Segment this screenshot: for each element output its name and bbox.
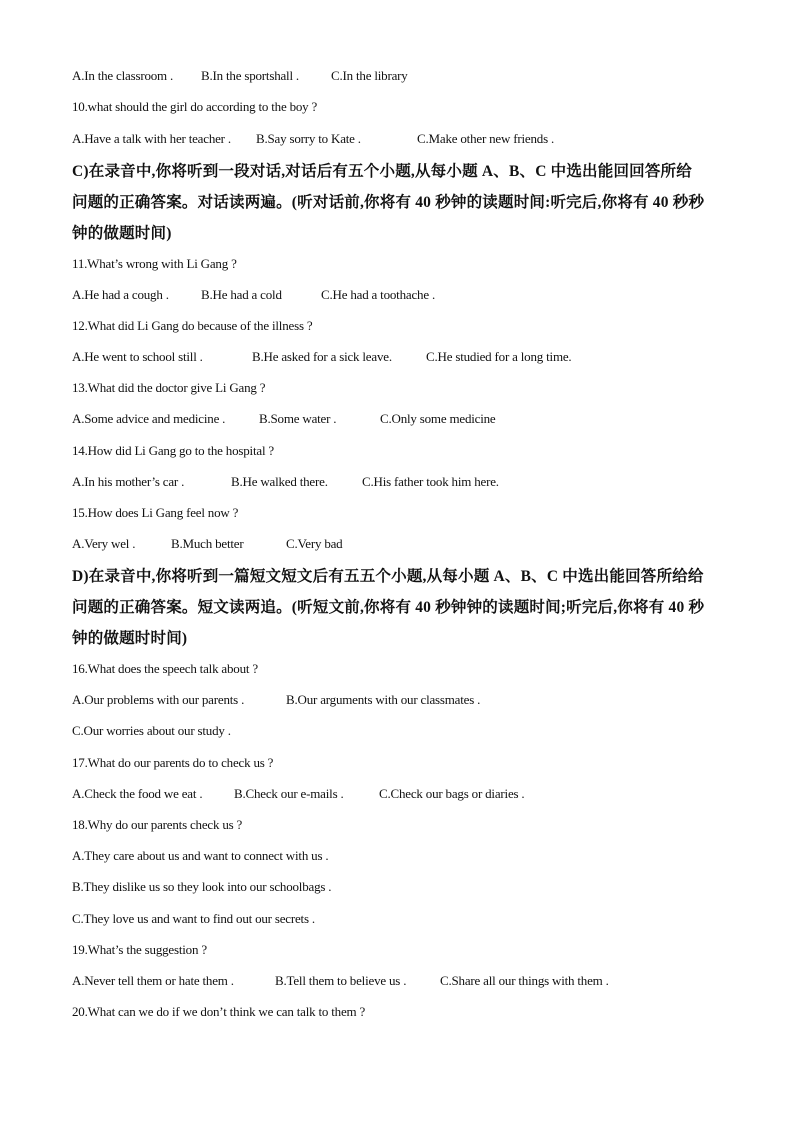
q12-option-c: C.He studied for a long time.	[426, 349, 572, 364]
q19-option-c: C.Share all our things with them .	[440, 973, 609, 988]
section-c-line: C)在录音中,你将听到一段对话,对话后有五个小题,从每小题 A、B、C 中选出能回回答所给	[72, 163, 692, 180]
q11-option-a: A.He had a cough .	[72, 287, 169, 302]
q16-option-c: C.Our worries about our study .	[72, 723, 231, 738]
q12-option-a: A.He went to school still .	[72, 349, 203, 364]
q17-option-c: C.Check our bags or diaries .	[379, 786, 525, 801]
section-d-line: 钟的做题时时间)	[72, 630, 188, 647]
section-d-instructions	[72, 561, 732, 654]
q10-option-b: B.Say sorry to Kate .	[256, 131, 361, 146]
q16-option-a: A.Our problems with our parents .	[72, 692, 245, 707]
q15-option-b: B.Much better	[171, 536, 244, 551]
q18-question: 18.Why do our parents check us ?	[72, 817, 243, 832]
q18-option-b: B.They dislike us so they look into our schoolbags .	[72, 879, 332, 894]
q16-question: 16.What does the speech talk about ?	[72, 661, 258, 676]
q10-question: 10.what should the girl do according to the boy ?	[72, 99, 318, 114]
q13-option-a: A.Some advice and medicine .	[72, 411, 226, 426]
q17-option-b: B.Check our e-mails .	[234, 786, 344, 801]
q9-option-b: B.In the sportshall .	[201, 68, 299, 83]
q12-option-b: B.He asked for a sick leave.	[252, 349, 392, 364]
section-c-instructions	[72, 156, 732, 249]
q18-option-a: A.They care about us and want to connect with us .	[72, 848, 329, 863]
q15-option-c: C.Very bad	[286, 536, 343, 551]
q17-question: 17.What do our parents do to check us ?	[72, 755, 274, 770]
q9-option-c: C.In the library	[331, 68, 408, 83]
q10-option-c: C.Make other new friends .	[417, 131, 555, 146]
q14-question: 14.How did Li Gang go to the hospital ?	[72, 443, 274, 458]
q14-option-c: C.His father took him here.	[362, 474, 499, 489]
q19-question: 19.What’s the suggestion ?	[72, 942, 207, 957]
q14-option-b: B.He walked there.	[231, 474, 328, 489]
q17-option-a: A.Check the food we eat .	[72, 786, 203, 801]
q11-option-c: C.He had a toothache .	[321, 287, 436, 302]
section-d-line: 问题的正确答案。短文读两追。(听短文前,你将有 40 秒钟钟的读题时间;听完后,你将有 40 秒	[72, 599, 705, 616]
q19-option-a: A.Never tell them or hate them .	[72, 973, 234, 988]
q11-option-b: B.He had a cold	[201, 287, 282, 302]
q20-question: 20.What can we do if we don’t think we can talk to them ?	[72, 1004, 366, 1019]
q14-option-a: A.In his mother’s car .	[72, 474, 185, 489]
q19-option-b: B.Tell them to believe us .	[275, 973, 407, 988]
section-c-line: 问题的正确答案。对话读两遍。(听对话前,你将有 40 秒钟的读题时间:听完后,你将有 40 秒秒	[72, 194, 705, 211]
q13-option-c: C.Only some medicine	[380, 411, 496, 426]
q16-option-b: B.Our arguments with our classmates .	[286, 692, 481, 707]
q9-option-a: A.In the classroom .	[72, 68, 174, 83]
q10-option-a: A.Have a talk with her teacher .	[72, 131, 231, 146]
q18-option-c: C.They love us and want to find out our secrets .	[72, 911, 315, 926]
section-c-line: 钟的做题时间)	[72, 225, 172, 242]
q15-option-a: A.Very wel .	[72, 536, 136, 551]
q13-question: 13.What did the doctor give Li Gang ?	[72, 380, 266, 395]
q11-question: 11.What’s wrong with Li Gang ?	[72, 256, 237, 271]
section-d-line: D)在录音中,你将听到一篇短文短文后有五五个小题,从每小题 A、B、C 中选出能回答所给给	[72, 568, 704, 585]
q15-question: 15.How does Li Gang feel now ?	[72, 505, 239, 520]
q12-question: 12.What did Li Gang do because of the illness ?	[72, 318, 313, 333]
q13-option-b: B.Some water .	[259, 411, 337, 426]
